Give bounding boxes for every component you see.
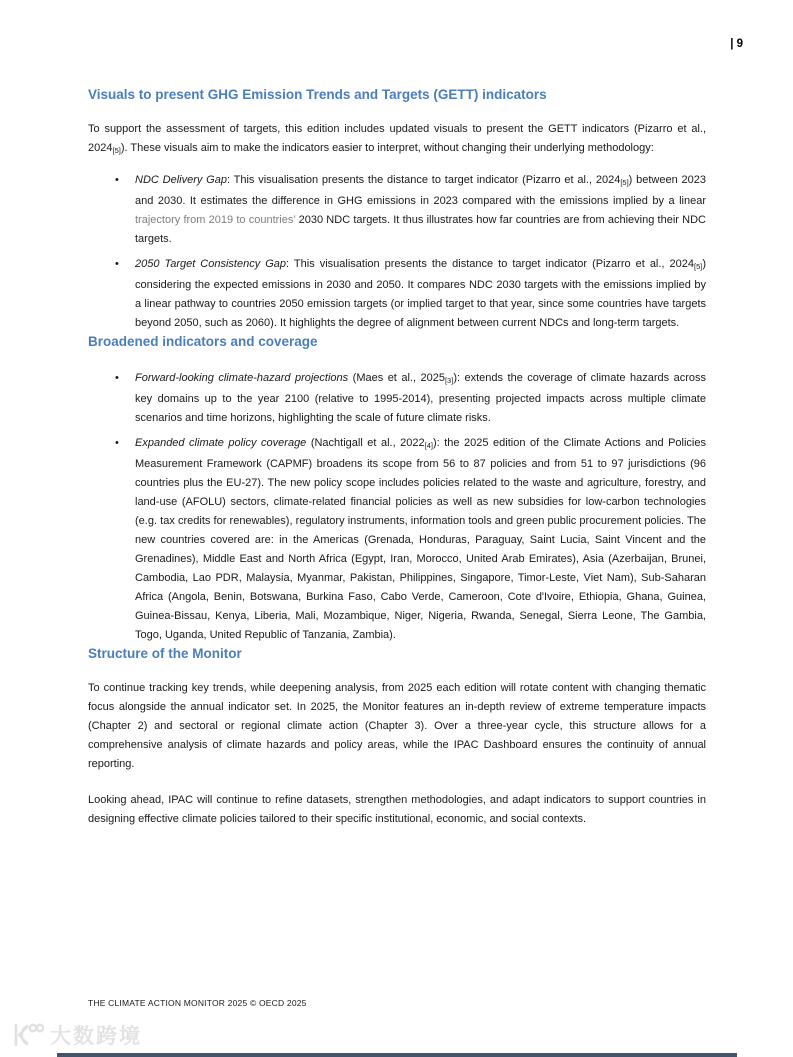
text-segment: : This visualisation presents the distance to target indicator (Pizarro et al., 2024 — [286, 258, 694, 270]
paragraph-structure-1: To continue tracking key trends, while deepening analysis, from 2025 each edition will rotate content with changing thematic focus alongside the annual indicator set. In 2025, the Monitor features an in-depth review of extreme temperature impacts (Chapter 2) and sectoral or regional climate action (Chapter 3). Over a three-year cycle, this structure allows for a comprehensive analysis of climate hazards and policy areas, while the IPAC Dashboard ensures the continuity of annual reporting. — [88, 682, 706, 770]
bullet-text — [135, 372, 706, 424]
bullet-marker: • — [115, 437, 119, 449]
document-body — [88, 0, 706, 829]
bullet-text — [135, 437, 706, 641]
bullet-climate-hazard-projections — [88, 369, 706, 428]
text-segment: (Maes et al., 2025 — [348, 372, 445, 384]
bullet-marker: • — [115, 258, 119, 270]
bottom-bar — [57, 1053, 737, 1057]
text-segment: Expanded climate policy coverage — [135, 437, 307, 449]
text-segment: ): the 2025 edition of the Climate Actions and Policies Measurement Framework (CAPMF) broadens its scope from 56 to 87 policies and from 51 to 97 jurisdictions (96 countries plus the EU-27). The new policy scope includes policies related to the waste and agriculture, forestry, and land-use (AFOLU) sectors, climate-related financial policies as well as new subsidies for low-carbon technologies (e.g. tax credits for renewables), regulatory instruments, information tools and green public procurement policies. The new countries covered are: in the Americas (Grenada, Honduras, Paraguay, Saint Lucia, Saint Vincent and the Grenadines), Middle East and North Africa (Egypt, Iran, Morocco, United Arab Emirates), Asia (Azerbaijan, Brunei, Cambodia, Lao PDR, Malaysia, Myanmar, Pakistan, Philippines, Singapore, Timor-Leste, Viet Nam), Sub-Saharan Africa (Angola, Benin, Botswana, Burkina Faso, Cabo Verde, Cameroon, Cote d'Ivoire, Ethiopia, Ghana, Guinea, Guinea-Bissau, Kenya, Liberia, Mali, Mozambique, Niger, Nigeria, Rwanda, Senegal, Sierra Leone, The Gambia, Togo, Uganda, United Republic of Tanzania, Zambia). — [135, 437, 706, 641]
text-segment: ) between 2023 and 2030. It estimates the difference in GHG emissions in 2023 compared with the emissions implied by a linear — [135, 174, 707, 207]
text-segment: [5] — [112, 146, 121, 155]
page-number: | 9 — [730, 38, 743, 50]
footer-running-title: THE CLIMATE ACTION MONITOR 2025 © OECD 2025 — [88, 998, 307, 1008]
text-segment: [3] — [444, 376, 454, 385]
section-heading-broadened-indicators: Broadened indicators and coverage — [88, 334, 318, 349]
bullet-marker: • — [115, 174, 119, 186]
text-segment: (Nachtigall et al., 2022 — [306, 437, 425, 449]
bullet-list-gett — [88, 171, 706, 333]
paragraph-gett-intro — [88, 120, 706, 160]
text-segment: [4] — [424, 441, 433, 450]
text-segment: [5] — [693, 262, 703, 271]
text-segment: ) considering the expected emissions in 2030 and 2050. It compares NDC 2030 targets with the emissions implied by a linear pathway to countries 2050 emission targets (or implied target to that year, since some countries have targets beyond 2050, such as 2060). It highlights the degree of alignment between current NDCs and long-term targets. — [135, 258, 706, 329]
text-segment: 2030 NDC targets. It thus illustrates how far countries are from achieving their NDC targets. — [135, 214, 706, 245]
section-heading-gett-visuals: Visuals to present GHG Emission Trends and Targets (GETT) indicators — [88, 87, 547, 102]
bullet-text — [135, 174, 706, 245]
text-segment: Forward-looking climate-hazard projections — [135, 372, 349, 384]
text-segment: : This visualisation presents the distance to target indicator (Pizarro et al., 2024 — [226, 174, 621, 186]
text-segment: ): extends the coverage of climate hazards across key domains up to the year 2100 (relative to 1995-2014), presenting projected impacts across multiple climate scenarios and time horizons, highlighting the scale of future climate risks. — [135, 372, 707, 424]
bullet-text — [135, 258, 706, 329]
section-heading-structure-of-monitor: Structure of the Monitor — [88, 646, 242, 661]
text-segment: ). These visuals aim to make the indicators easier to interpret, without changing their underlying methodology: — [120, 142, 654, 154]
text-segment: trajectory from 2019 to countries’ — [135, 214, 299, 226]
watermark-text: 大数跨境 — [50, 1025, 142, 1048]
text-segment: [5] — [620, 178, 629, 187]
bullet-2050-target-consistency-gap — [88, 255, 706, 333]
bullet-marker: • — [115, 372, 119, 384]
bullet-list-broadened — [88, 369, 706, 645]
watermark — [10, 1020, 142, 1050]
bullet-expanded-policy-coverage — [88, 434, 706, 645]
watermark-logo-icon — [10, 1022, 44, 1048]
text-segment: NDC Delivery Gap — [135, 174, 227, 186]
text-segment: To support the assessment of targets, this edition includes updated visuals to present the GETT indicators (Pizarro et al., 2024 — [88, 123, 706, 154]
paragraph-structure-2: Looking ahead, IPAC will continue to refine datasets, strengthen methodologies, and adapt indicators to support countries in designing effective climate policies tailored to their specific institutional, economic, and social contexts. — [88, 794, 706, 825]
text-segment: 2050 Target Consistency Gap — [135, 258, 287, 270]
bullet-ndc-delivery-gap — [88, 171, 706, 249]
